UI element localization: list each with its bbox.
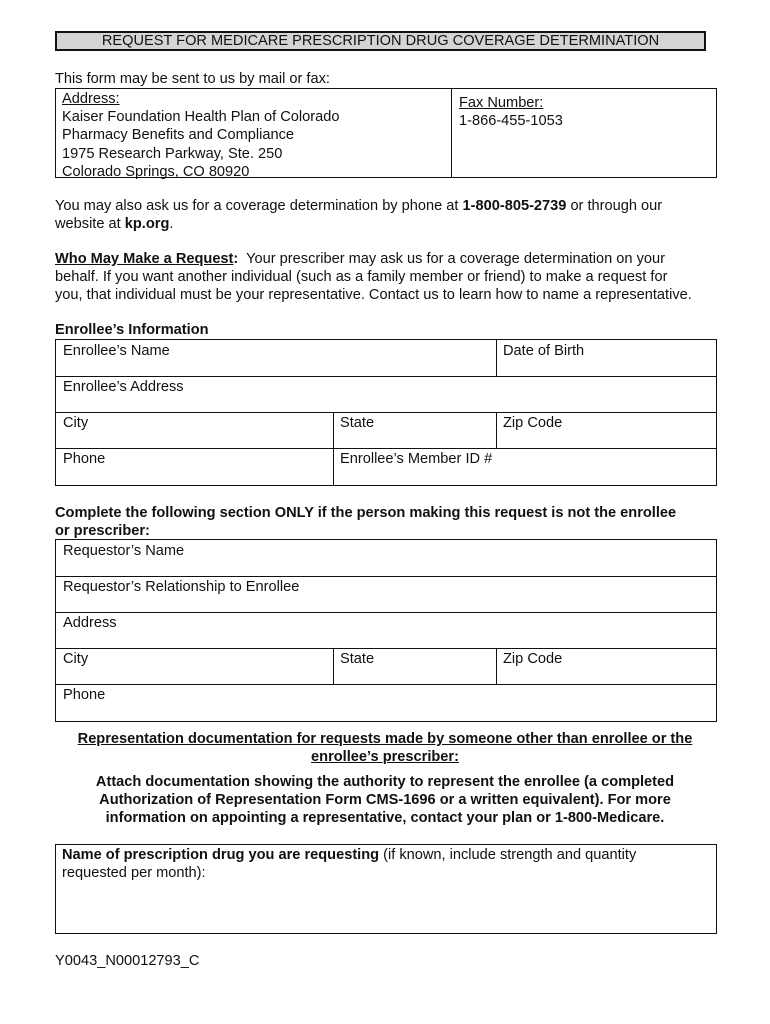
footer-code: Y0043_N00012793_C (55, 953, 200, 969)
website-link: kp.org (124, 216, 170, 233)
representation-heading-line: enrollee’s prescriber: (311, 749, 459, 766)
form-title: REQUEST FOR MEDICARE PRESCRIPTION DRUG COVERAGE DETERMINATION (55, 31, 706, 51)
enrollee-phone-field[interactable]: Phone (63, 451, 106, 467)
address-line: Colorado Springs, CO 80920 (62, 163, 250, 180)
who-text: you, that individual must be your representative. Contact us to learn how to name a representative. (55, 287, 692, 304)
enrollee-heading: Enrollee’s Information (55, 322, 209, 338)
phone-paragraph (55, 197, 725, 233)
requestor-name-field[interactable]: Requestor’s Name (63, 543, 185, 559)
representation-body-line: Attach documentation showing the authority to represent the enrollee (a completed (95, 774, 675, 790)
drug-label-line2: requested per month): (62, 865, 206, 882)
drug-label-rest: (if known, include strength and quantity (379, 847, 637, 863)
address-line: Pharmacy Benefits and Compliance (62, 127, 294, 144)
representation-heading-line: Representation documentation for requests made by someone other than enrollee or the (77, 731, 693, 747)
requestor-heading-line: or prescriber: (55, 523, 150, 540)
requestor-heading-line: Complete the following section ONLY if the person making this request is not the enrollee (55, 505, 677, 521)
requestor-city-field[interactable]: City (63, 651, 89, 667)
phone-para-text: or through our (566, 198, 663, 214)
representation-body (40, 773, 730, 828)
enrollee-city-field[interactable]: City (63, 415, 89, 431)
drug-name-box[interactable] (55, 844, 717, 934)
phone-para-text: . (169, 216, 174, 233)
representation-heading (40, 730, 730, 766)
who-text: behalf. If you want another individual (such as a family member or friend) to make a request for (55, 269, 668, 286)
phone-para-text: website at (55, 216, 125, 233)
fax-number: 1-866-455-1053 (459, 113, 563, 130)
enrollee-table (55, 339, 717, 486)
address-label: Address: (62, 91, 120, 107)
address-line: Kaiser Foundation Health Plan of Colorado (62, 109, 340, 126)
address-fax-box (55, 88, 717, 178)
phone-para-text: You may also ask us for a coverage determination by phone at (55, 198, 463, 214)
requestor-heading (55, 504, 735, 540)
requestor-phone-field[interactable]: Phone (63, 687, 106, 703)
drug-label-bold: Name of prescription drug you are requesting (62, 847, 380, 863)
enrollee-name-field[interactable]: Enrollee’s Name (63, 343, 170, 359)
enrollee-address-field[interactable]: Enrollee’s Address (63, 379, 184, 395)
enrollee-state-field[interactable]: State (340, 415, 375, 431)
representation-body-line: information on appointing a representative, contact your plan or 1-800-Medicare. (105, 810, 665, 827)
address-line: 1975 Research Parkway, Ste. 250 (62, 145, 283, 162)
who-text: Your prescriber may ask us for a coverage determination on your (238, 251, 665, 267)
who-colon: : (233, 251, 239, 267)
requestor-address-field[interactable]: Address (63, 615, 117, 631)
fax-label: Fax Number: (459, 95, 544, 111)
enrollee-member-id-field[interactable]: Enrollee’s Member ID # (340, 451, 493, 467)
requestor-table (55, 539, 717, 722)
who-paragraph (55, 250, 735, 305)
phone-number: 1-800-805-2739 (462, 198, 567, 214)
enrollee-zip-field[interactable]: Zip Code (503, 415, 563, 431)
requestor-relationship-field[interactable]: Requestor’s Relationship to Enrollee (63, 579, 300, 595)
requestor-state-field[interactable]: State (340, 651, 375, 667)
representation-body-line: Authorization of Representation Form CMS-1696 or a written equivalent). For more (99, 792, 671, 809)
intro-text: This form may be sent to us by mail or fax: (55, 71, 330, 87)
who-heading: Who May Make a Request (55, 251, 234, 267)
requestor-zip-field[interactable]: Zip Code (503, 651, 563, 667)
date-of-birth-field[interactable]: Date of Birth (503, 343, 585, 359)
